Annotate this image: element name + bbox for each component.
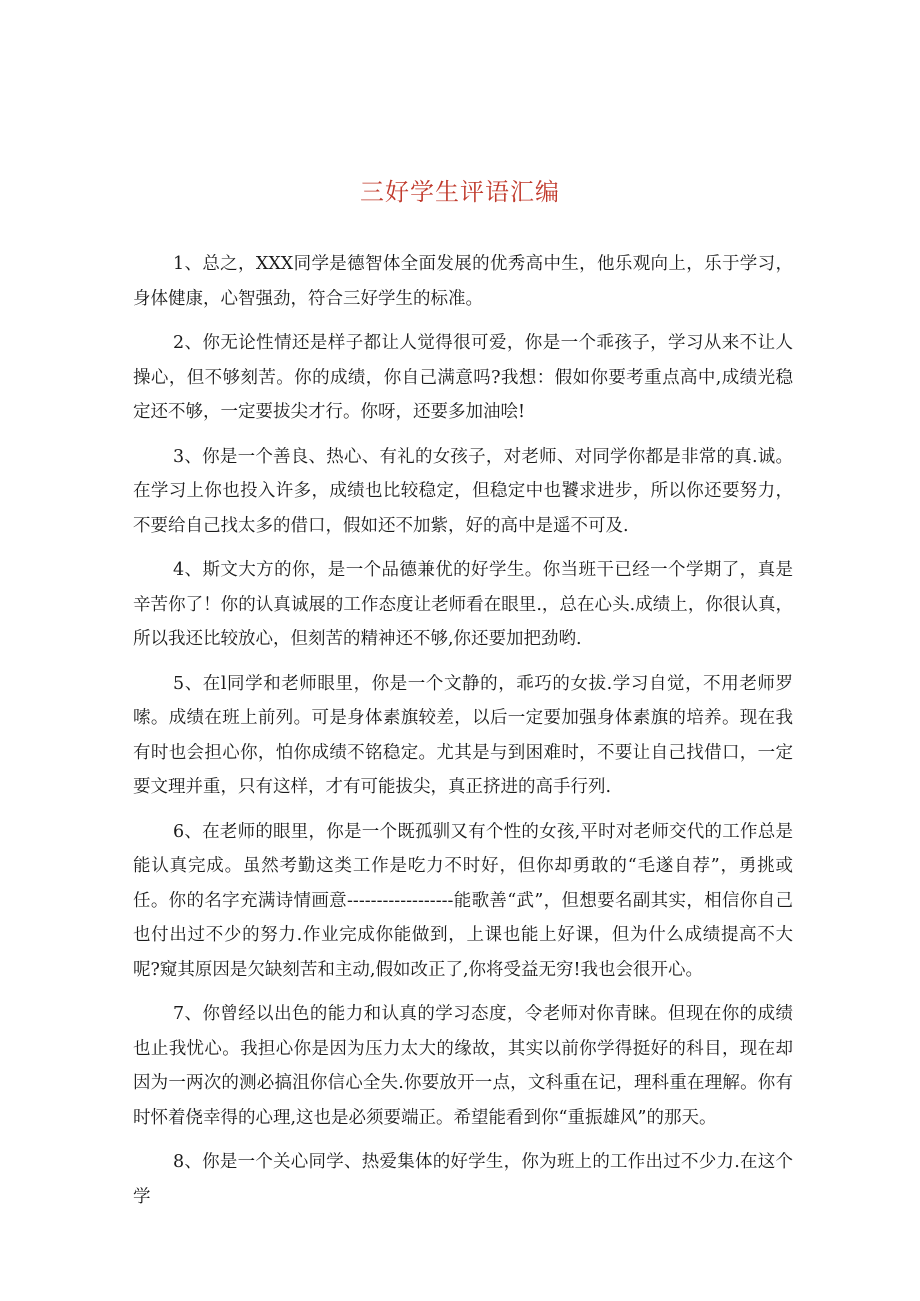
paragraph-3: 3、你是一个善良、热心、有礼的女孩子，对老师、对同学你都是非常的真.诚。在学习上你也投入许多，成绩也比较稳定，但稳定中也饕求进步，所以你还要努力，不要给自己找太多的借口，假如还不加紫，好的高中是遥不可及. — [133, 446, 793, 536]
paragraph-2: 2、你无论性情还是样子都让人觉得很可爱，你是一个乖孩子，学习从来不让人操心，但不够刻苦。你的成绩，你自己满意吗?我想：假如你要考重点高中,成绩光稳定还不够，一定要拔尖才行。你呀，还要多加油哙! — [133, 333, 793, 422]
paragraph-8: 8、你是一个关心同学、热爱集体的好学生，你为班上的工作出过不少力.在这个学 — [133, 1152, 793, 1207]
paragraph-1: 1、总之，XXX同学是德智体全面发展的优秀高中生，他乐观向上，乐于学习，身体健康，心智强劲，符合三好学生的标准。 — [133, 254, 793, 309]
document-body — [133, 247, 793, 1224]
paragraph-6: 6、在老师的眼里，你是一个既孤驯又有个性的女孩,平时对老师交代的工作总是能认真完成。虽然考勤这类工作是吃力不时好，但你却勇敢的“毛遂自荐”，勇挑或任。你的名字充满诗情画意------------------能歌善“武”，但想要名副其实，相信你自己也付出过不少的努力.作业完成你能做到，上课也能上好课，但为什么成绩提高不大呢?窥其原因是欠缺刻苦和主动,假如改正了,你将受益无穷!我也会很开心。 — [133, 821, 793, 980]
document-title: 三好学生评语汇编 — [360, 178, 560, 206]
paragraph-5: 5、在l同学和老师眼里，你是一个文静的，乖巧的女拔.学习自觉，不用老师罗嗦。成绩在班上前列。可是身体素旗较差，以后一定要加强身体素旗的培养。现在我有时也会担心你，怕你成绩不铭稳定。尤其是与到困难时，不要让自己找借口，一定要文理并重，只有这样，才有可能拔尖，真正挤进的高手行列. — [133, 673, 793, 797]
paragraph-4: 4、斯文大方的你，是一个品德兼优的好学生。你当班干已经一个学期了，真是辛苦你了！你的认真诚展的工作态度让老师看在眼里.，总在心头.成绩上，你很认真，所以我还比较放心，但刻苦的精神还不够,你还要加把劲哟. — [133, 560, 793, 649]
paragraph-7: 7、你曾经以出色的能力和认真的学习态度，令老师对你青睐。但现在你的成绩也止我忧心。我担心你是因为压力太大的缘故，其实以前你学得挺好的科目，现在却因为一两次的测必搞沮你信心全失.你要放开一点，文科重在记，理科重在理解。你有时怀着侥幸得的心理,这也是必须要端正。希望能看到你“重振雄风”的那天。 — [133, 1004, 793, 1128]
